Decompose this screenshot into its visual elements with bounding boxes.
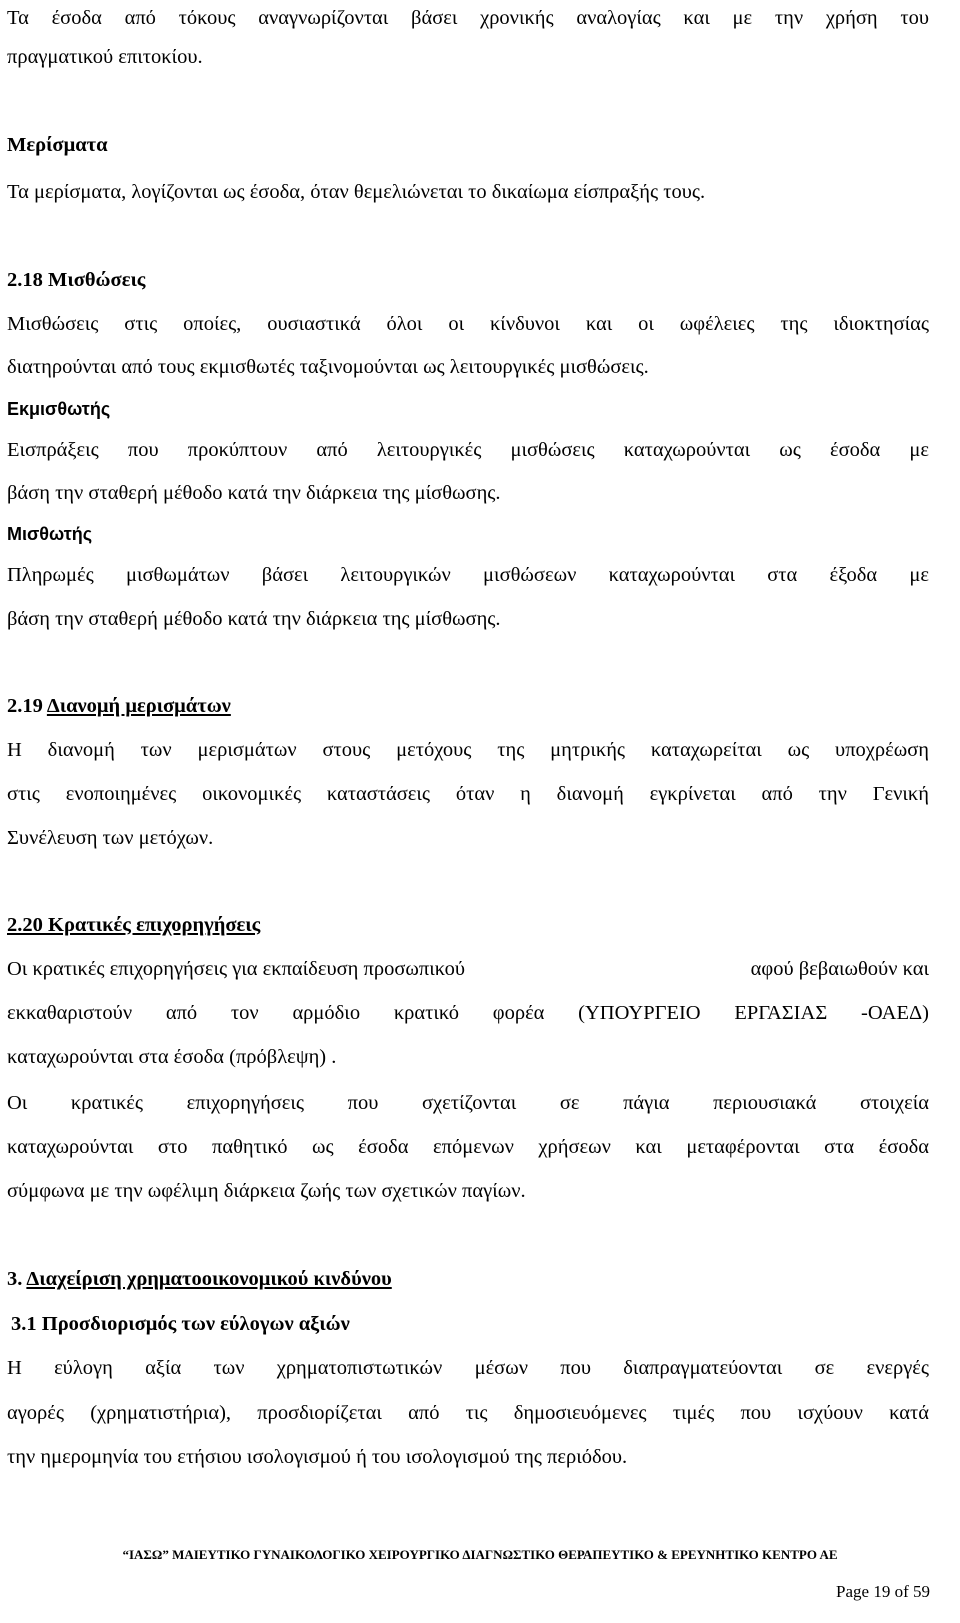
body-line: στις ενοποιημένες οικονομικές καταστάσεις όταν η διανομή εγκρίνεται από την Γενική bbox=[7, 783, 929, 805]
body-line bbox=[7, 957, 929, 981]
subheading-lessor: Εκμισθωτής bbox=[7, 399, 111, 419]
body-line: Οι κρατικές επιχορηγήσεις που σχετίζονται σε πάγια περιουσιακά στοιχεία bbox=[7, 1092, 929, 1114]
body-line: Τα μερίσματα, λογίζονται ως έσοδα, όταν θεμελιώνεται το δικαίωμα είσπραξής τους. bbox=[7, 181, 706, 203]
body-line: καταχωρούνται στο παθητικό ως έσοδα επόμενων χρήσεων και μεταφέρονται στα έσοδα bbox=[7, 1136, 929, 1158]
body-line: Πληρωμές μισθωμάτων βάσει λειτουργικών μισθώσεων καταχωρούνται στα έξοδα με bbox=[7, 564, 929, 586]
body-text: Οι κρατικές επιχορηγήσεις για εκπαίδευση προσωπικού bbox=[7, 958, 466, 980]
section-number: 3. bbox=[7, 1268, 27, 1290]
page-number: Page 19 of 59 bbox=[836, 1582, 930, 1601]
body-line: Η διανομή των μερισμάτων στους μετόχους της μητρικής καταχωρείται ως υποχρέωση bbox=[7, 739, 929, 761]
body-line: Η εύλογη αξία των χρηματοπιστωτικών μέσων που διαπραγματεύονται σε ενεργές bbox=[7, 1357, 929, 1379]
heading-dividends: Μερίσματα bbox=[7, 134, 108, 156]
heading-government-grants: 2.20 Κρατικές επιχορηγήσεις bbox=[7, 914, 261, 936]
body-text: αφού βεβαιωθούν και bbox=[750, 958, 929, 980]
body-line: Τα έσοδα από τόκους αναγνωρίζονται βάσει χρονικής αναλογίας και με την χρήση του bbox=[7, 7, 929, 29]
body-line: Εισπράξεις που προκύπτουν από λειτουργικές μισθώσεις καταχωρούνται ως έσοδα με bbox=[7, 439, 929, 461]
heading-leases: 2.18 Μισθώσεις bbox=[7, 269, 146, 291]
section-title: Διαχείριση χρηματοοικονομικού κινδύνου bbox=[26, 1268, 392, 1290]
heading-dividend-distribution bbox=[7, 694, 929, 718]
body-line: διατηρούνται από τους εκμισθωτές ταξινομούνται ως λειτουργικές μισθώσεις. bbox=[7, 356, 649, 378]
heading-financial-risk bbox=[7, 1267, 929, 1291]
footer-company-name: “ΙΑΣΩ” ΜΑΙΕΥΤΙΚΟ ΓΥΝΑΙΚΟΛΟΓΙΚΟ ΧΕΙΡΟΥΡΓΙΚΟ ΔΙΑΓΝΩΣΤΙΚΟ ΘΕΡΑΠΕΥΤΙΚΟ & ΕΡΕΥΝΗΤΙΚΟ ΚΕΝΤΡΟ ΑΕ bbox=[122, 1547, 838, 1562]
body-line: εκκαθαριστούν από τον αρμόδιο κρατικό φορέα (ΥΠΟΥΡΓΕΙΟ ΕΡΓΑΣΙΑΣ -ΟΑΕΔ) bbox=[7, 1002, 929, 1024]
body-line: σύμφωνα με την ωφέλιμη διάρκεια ζωής των σχετικών παγίων. bbox=[7, 1180, 526, 1202]
body-line: πραγματικού επιτοκίου. bbox=[7, 46, 203, 68]
section-number: 2.19 bbox=[7, 695, 47, 717]
subheading-lessee: Μισθωτής bbox=[7, 524, 93, 544]
body-line: καταχωρούνται στα έσοδα (πρόβλεψη) . bbox=[7, 1046, 337, 1068]
body-line: βάση την σταθερή μέθοδο κατά την διάρκεια της μίσθωσης. bbox=[7, 608, 501, 630]
heading-fair-value: 3.1 Προσδιορισμός των εύλογων αξιών bbox=[11, 1313, 350, 1335]
section-title: Διανομή μερισμάτων bbox=[46, 695, 231, 717]
body-line: την ημερομηνία του ετήσιου ισολογισμού ή του ισολογισμού της περιόδου. bbox=[7, 1446, 628, 1468]
body-line: αγορές (χρηματιστήρια), προσδιορίζεται από τις δημοσιευόμενες τιμές που ισχύουν κατά bbox=[7, 1402, 929, 1424]
body-line: βάση την σταθερή μέθοδο κατά την διάρκεια της μίσθωσης. bbox=[7, 482, 501, 504]
body-line: Μισθώσεις στις οποίες, ουσιαστικά όλοι οι κίνδυνοι και οι ωφέλειες της ιδιοκτησίας bbox=[7, 313, 929, 335]
body-line: Συνέλευση των μετόχων. bbox=[7, 827, 214, 849]
